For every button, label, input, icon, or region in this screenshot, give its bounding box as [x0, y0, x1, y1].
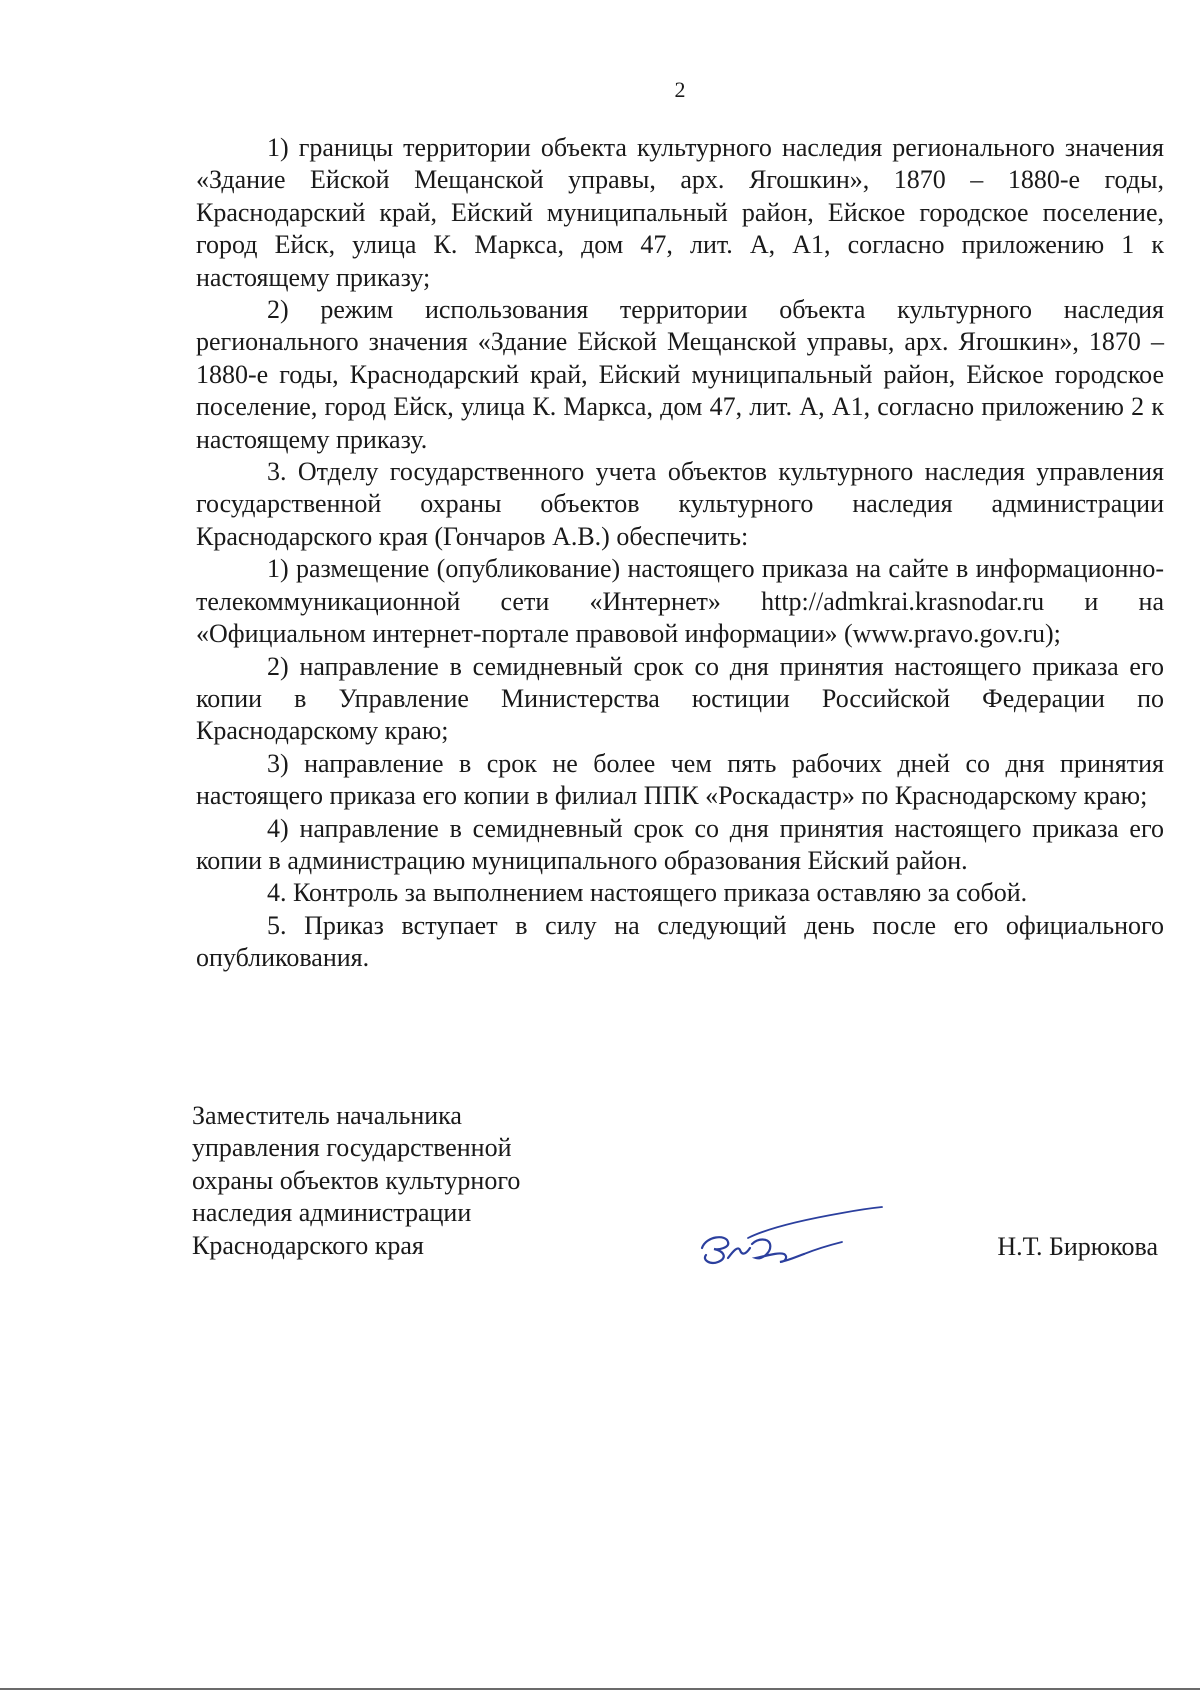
paragraph-territory-boundaries: 1) границы территории объекта культурного наследия регионального значения «Здание Ейской Мещанской управы, арх. Ягошкин», 1870 – 1880-е годы, Краснодарский край, Ейский муниципальный район, Ейское городское поселение, город Ейск, улица К. Маркса, дом 47, лит. А, А1, согласно приложению 1 к настоящему приказу;	[196, 133, 1164, 292]
paragraph-control: 4. Контроль за выполнением настоящего приказа оставляю за собой.	[267, 878, 1028, 908]
paragraph-accounting-department: 3. Отделу государственного учета объектов культурного наследия управления государственной охраны объектов культурного наследия администрации Краснодарского края (Гончаров А.В.) обеспечить:	[196, 457, 1164, 551]
page-number: 2	[674, 77, 686, 102]
signature-stroke	[804, 1242, 842, 1254]
signer-title-line: управления государственной	[192, 1133, 512, 1163]
signature-stroke	[702, 1237, 728, 1263]
signer-title-line: наследия администрации	[192, 1198, 472, 1228]
signer-name: Н.Т. Бирюкова	[997, 1232, 1158, 1261]
signature-stroke	[728, 1248, 750, 1258]
signer-title	[192, 1100, 612, 1262]
handwritten-signature	[692, 1200, 892, 1270]
signer-title-line: Заместитель начальника	[192, 1101, 462, 1130]
signature-stroke	[752, 1240, 804, 1263]
paragraph-territory-regime: 2) режим использования территории объекта культурного наследия регионального значения «Здание Ейской Мещанской управы, арх. Ягошкин», 1870 – 1880-е годы, Краснодарский край, Ейский муниципальный район, Ейское городское поселение, город Ейск, улица К. Маркса, дом 47, лит. А, А1, согласно приложению 2 к настоящему приказу.	[196, 295, 1164, 454]
paragraph-ministry-of-justice: 2) направление в семидневный срок со дня принятия настоящего приказа его копии в Управление Министерства юстиции Российской Федерации по Краснодарскому краю;	[196, 651, 1164, 746]
paragraph-roskadastr: 3) направление в срок не более чем пять рабочих дней со дня принятия настоящего приказа его копии в филиал ППК «Роскадастр» по Краснодарскому краю;	[196, 748, 1164, 811]
signature-block	[192, 1100, 1172, 1280]
paragraph-municipal-administration: 4) направление в семидневный срок со дня принятия настоящего приказа его копии в администрацию муниципального образования Ейский район.	[196, 813, 1164, 875]
scan-bottom-edge	[0, 1688, 1200, 1690]
signer-title-line: Краснодарского края	[192, 1230, 424, 1260]
signer-title-line: охраны объектов культурного	[192, 1165, 521, 1195]
signature-stroke	[748, 1207, 882, 1238]
paragraph-publication: 1) размещение (опубликование) настоящего приказа на сайте в информационно-телекоммуникационной сети «Интернет» http://admkrai.krasnodar.ru и на «Официальном интернет-портале правовой информации» (www.pravo.gov.ru);	[196, 554, 1164, 649]
paragraph-entry-into-force: 5. Приказ вступает в силу на следующий день после его официального опубликования.	[196, 910, 1164, 973]
document-body	[196, 132, 1164, 975]
